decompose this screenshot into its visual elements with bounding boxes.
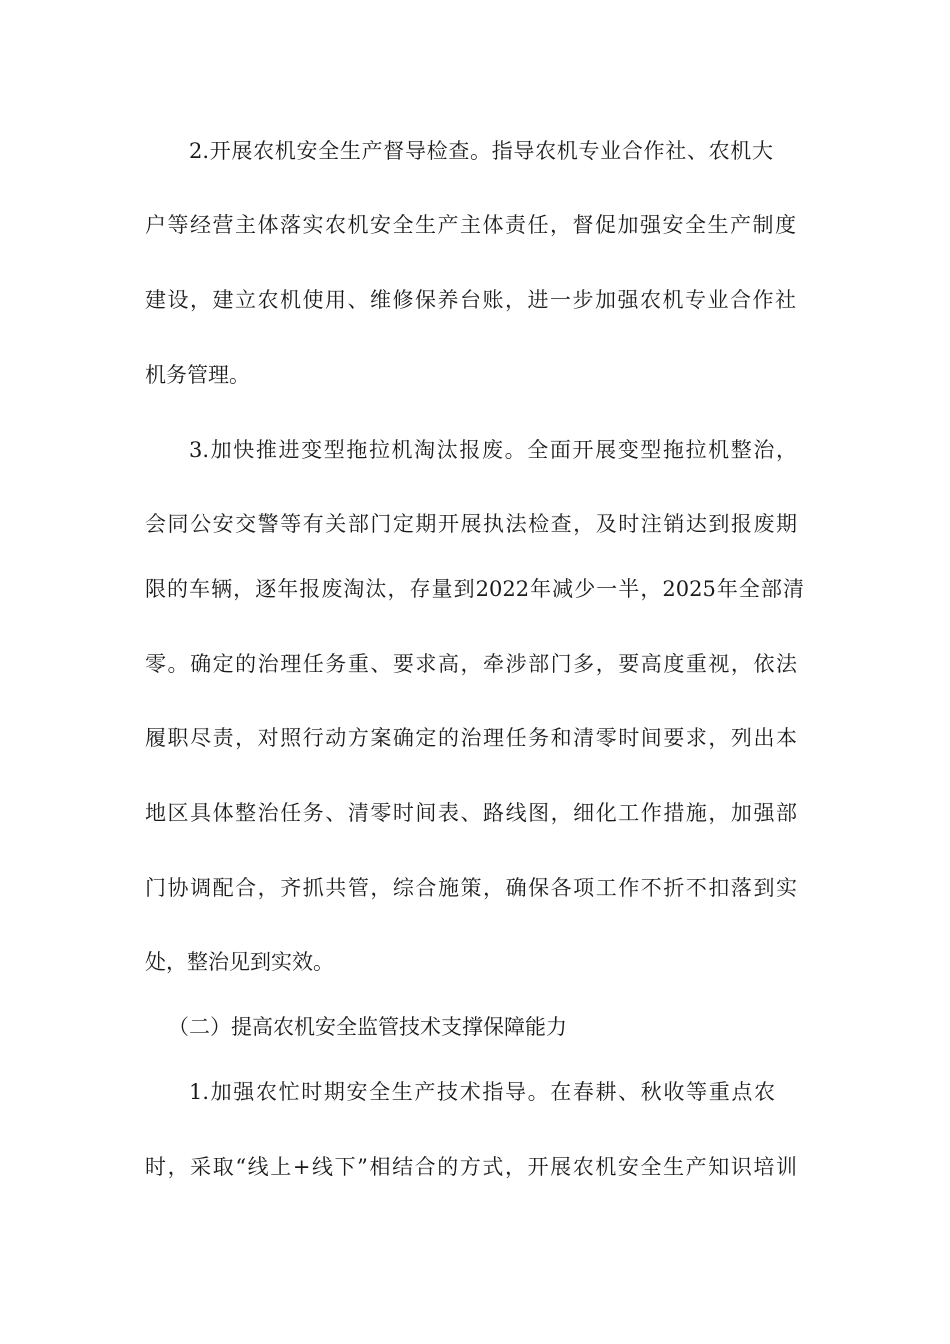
text-line-11: 门协调配合，齐抓共管，综合施策，确保各项工作不折不扣落到实	[145, 876, 797, 900]
section-heading: （二）提高农机安全监管技术支撑保障能力	[168, 1015, 567, 1039]
text-line-12: 处，整治见到实效。	[145, 950, 334, 974]
text-line-8: 零。确定的治理任务重、要求高，牵涉部门多，要高度重视，依法	[145, 652, 797, 676]
text-line-3: 建设，建立农机使用、维修保养台账，进一步加强农机专业合作社	[145, 288, 796, 312]
text-line-5: 3.加快推进变型拖拉机淘汰报废。全面开展变型拖拉机整治，	[189, 438, 797, 462]
text-line-4: 机务管理。	[145, 363, 250, 387]
text-line-2: 户等经营主体落实农机安全生产主体责任，督促加强安全生产制度	[145, 213, 796, 237]
text-line-6: 会同公安交警等有关部门定期开展执法检查，及时注销达到报废期	[145, 512, 797, 536]
text-line-14: 1.加强农忙时期安全生产技术指导。在春耕、秋收等重点农	[189, 1080, 775, 1104]
text-line-10: 地区具体整治任务、清零时间表、路线图，细化工作措施，加强部	[145, 801, 797, 825]
text-line-1: 2.开展农机安全生产督导检查。指导农机专业合作社、农机大	[189, 139, 773, 163]
text-line-7: 限的车辆，逐年报废淘汰，存量到2022年减少一半，2025年全部清	[145, 577, 804, 601]
text-line-9: 履职尽责，对照行动方案确定的治理任务和清零时间要求，列出本	[145, 726, 797, 750]
text-line-15: 时，采取“线上+线下”相结合的方式，开展农机安全生产知识培训	[145, 1155, 797, 1179]
